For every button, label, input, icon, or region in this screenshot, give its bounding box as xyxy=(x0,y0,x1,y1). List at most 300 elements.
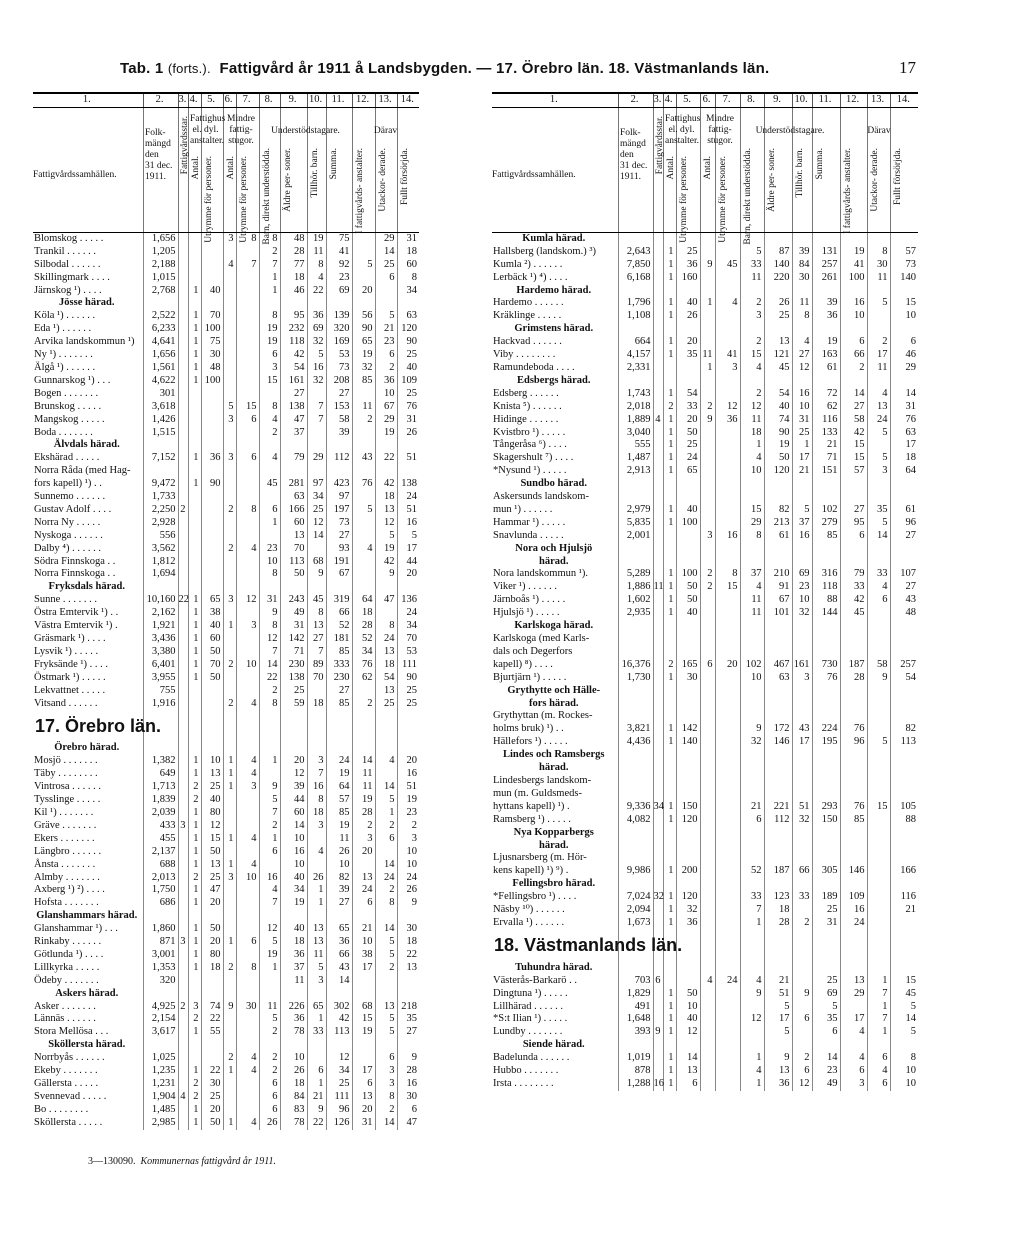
empty-cell xyxy=(143,910,178,923)
value-cell: 34 xyxy=(397,620,419,633)
empty-cell xyxy=(307,297,326,310)
value-cell: 2,013 xyxy=(143,872,178,885)
value-cell: 6 xyxy=(375,349,397,362)
value-cell: 21 xyxy=(352,923,375,936)
value-cell: 2,522 xyxy=(143,310,178,323)
value-cell xyxy=(178,568,188,581)
value-cell: 1,288 xyxy=(618,1078,653,1091)
value-cell xyxy=(653,672,663,685)
value-cell xyxy=(812,710,840,723)
value-cell: 3 xyxy=(307,755,326,768)
empty-cell xyxy=(223,439,236,452)
value-cell: 78 xyxy=(280,1117,307,1130)
value-cell: 191 xyxy=(326,556,352,569)
value-cell xyxy=(178,310,188,323)
empty-cell xyxy=(792,556,812,569)
empty-cell xyxy=(618,478,653,491)
value-cell: 1 xyxy=(188,310,201,323)
value-cell: 11 xyxy=(326,833,352,846)
table-row xyxy=(492,633,918,646)
value-cell: 76 xyxy=(397,401,419,414)
value-cell: 302 xyxy=(326,1001,352,1014)
value-cell: 14 xyxy=(890,1013,918,1026)
value-cell xyxy=(178,465,188,478)
section-row xyxy=(492,556,918,569)
value-cell: 3,380 xyxy=(143,646,178,659)
value-cell: 36 xyxy=(280,949,307,962)
value-cell: 7 xyxy=(236,259,259,272)
value-cell: 36 xyxy=(715,414,740,427)
empty-cell xyxy=(792,749,812,762)
empty-cell xyxy=(812,698,840,711)
value-cell: 686 xyxy=(143,897,178,910)
value-cell xyxy=(715,672,740,685)
value-cell: 40 xyxy=(280,923,307,936)
value-cell xyxy=(676,530,700,543)
value-cell xyxy=(201,1052,223,1065)
value-cell: 4,157 xyxy=(618,349,653,362)
header-name: Fattigvårdssamhällen. xyxy=(33,169,117,180)
value-cell xyxy=(236,568,259,581)
value-cell xyxy=(840,788,867,801)
value-cell: 3 xyxy=(259,362,280,375)
value-cell: 18 xyxy=(280,272,307,285)
value-cell: 40 xyxy=(764,401,792,414)
value-cell xyxy=(740,852,764,865)
column-divider xyxy=(178,108,179,232)
empty-cell xyxy=(867,698,890,711)
empty-cell xyxy=(236,988,259,1001)
empty-cell xyxy=(792,827,812,840)
municipality-name: Lillkyrka . . . . . xyxy=(34,961,100,973)
value-cell: 13 xyxy=(280,530,307,543)
table-row xyxy=(492,336,918,349)
section-row xyxy=(492,878,918,891)
table-row xyxy=(492,388,918,401)
value-cell: 10 xyxy=(740,672,764,685)
value-cell xyxy=(715,439,740,452)
value-cell: 47 xyxy=(201,884,223,897)
value-cell: 1 xyxy=(663,801,676,814)
value-cell xyxy=(178,884,188,897)
value-cell: 2 xyxy=(740,388,764,401)
value-cell: 88 xyxy=(812,594,840,607)
value-cell xyxy=(676,362,700,375)
value-cell: 9 xyxy=(397,897,419,910)
value-cell: 5 xyxy=(397,530,419,543)
value-cell xyxy=(223,491,236,504)
value-cell: 57 xyxy=(840,465,867,478)
municipality-name: Ervalla ¹) . . . . . . xyxy=(493,916,565,928)
value-cell: 12 xyxy=(307,517,326,530)
value-cell: 19 xyxy=(352,349,375,362)
value-cell: 21 xyxy=(375,323,397,336)
value-cell: 9 xyxy=(259,781,280,794)
value-cell xyxy=(307,685,326,698)
value-cell xyxy=(352,246,375,259)
header-population: 31 dec. xyxy=(145,160,173,171)
value-cell: 150 xyxy=(812,814,840,827)
empty-cell xyxy=(890,285,918,298)
empty-cell xyxy=(792,840,812,853)
value-cell: 6 xyxy=(840,530,867,543)
value-cell xyxy=(867,310,890,323)
municipality-name: Ljusnarsberg (m. Hör- xyxy=(493,852,587,864)
value-cell xyxy=(236,285,259,298)
municipality-name: Snavlunda . . . . . xyxy=(493,529,564,541)
section-row xyxy=(492,762,918,775)
municipality-name: Hidinge . . . . . . xyxy=(493,413,559,425)
value-cell: 5 xyxy=(223,401,236,414)
table-row xyxy=(33,633,419,646)
value-cell: 36 xyxy=(201,452,223,465)
table-row xyxy=(33,478,419,491)
municipality-name: hyttans kapell) ¹) . xyxy=(493,800,570,812)
value-cell: 6 xyxy=(375,272,397,285)
value-cell: 6 xyxy=(792,1013,812,1026)
value-cell: 8 xyxy=(236,233,259,246)
value-cell: 1 xyxy=(663,814,676,827)
table-row xyxy=(492,452,918,465)
municipality-name: Lännäs . . . . . . xyxy=(34,1013,96,1025)
table-row xyxy=(492,427,918,440)
value-cell: 74 xyxy=(201,1001,223,1014)
column-number: 10. xyxy=(792,93,812,107)
value-cell xyxy=(867,788,890,801)
value-cell: 2 xyxy=(223,659,236,672)
value-cell: 26 xyxy=(676,310,700,323)
value-cell: 43 xyxy=(890,594,918,607)
value-cell xyxy=(653,723,663,736)
table-row xyxy=(492,1052,918,1065)
value-cell: 4 xyxy=(740,362,764,375)
section-heading: Tuhundra härad. xyxy=(515,961,593,973)
value-cell: 1,205 xyxy=(143,246,178,259)
value-cell: 2 xyxy=(223,504,236,517)
value-cell: 16 xyxy=(259,872,280,885)
value-cell xyxy=(223,285,236,298)
value-cell: 64 xyxy=(890,465,918,478)
empty-cell xyxy=(676,878,700,891)
value-cell: 20 xyxy=(352,846,375,859)
section-row xyxy=(33,581,419,594)
value-cell: 69 xyxy=(812,988,840,1001)
value-cell: 31 xyxy=(890,401,918,414)
municipality-name: Sunne . . . . . . . xyxy=(34,594,97,606)
value-cell: 70 xyxy=(307,672,326,685)
table-row xyxy=(33,1117,419,1130)
value-cell xyxy=(715,891,740,904)
value-cell: 126 xyxy=(326,1117,352,1130)
value-cell: 30 xyxy=(201,1078,223,1091)
value-cell: 26 xyxy=(326,846,352,859)
value-cell: 45 xyxy=(307,594,326,607)
value-cell: 40 xyxy=(676,1013,700,1026)
empty-cell xyxy=(715,478,740,491)
value-cell: 69 xyxy=(307,323,326,336)
table-row xyxy=(492,988,918,1001)
value-cell: 16 xyxy=(792,388,812,401)
value-cell: 3 xyxy=(352,833,375,846)
value-cell xyxy=(201,246,223,259)
value-cell xyxy=(792,633,812,646)
footer xyxy=(88,1156,276,1167)
value-cell: 44 xyxy=(280,794,307,807)
empty-cell xyxy=(700,749,715,762)
value-cell: 26 xyxy=(397,427,419,440)
value-cell: 1 xyxy=(259,285,280,298)
empty-cell xyxy=(618,375,653,388)
municipality-name: Brunskog . . . . . xyxy=(34,400,102,412)
value-cell: 32 xyxy=(792,607,812,620)
value-cell xyxy=(223,362,236,375)
value-cell xyxy=(792,775,812,788)
value-cell xyxy=(700,310,715,323)
value-cell: 82 xyxy=(326,872,352,885)
value-cell: 4 xyxy=(236,859,259,872)
value-cell: 40 xyxy=(280,872,307,885)
value-cell: 1 xyxy=(188,897,201,910)
value-cell: 2 xyxy=(840,362,867,375)
value-cell: 1,796 xyxy=(618,297,653,310)
value-cell: 85 xyxy=(326,807,352,820)
value-cell xyxy=(700,594,715,607)
value-cell xyxy=(700,672,715,685)
empty-cell xyxy=(676,323,700,336)
empty-cell xyxy=(740,698,764,711)
value-cell: 62 xyxy=(352,672,375,685)
municipality-name: Knista ⁵) . . . . . . xyxy=(493,400,562,412)
value-cell xyxy=(352,530,375,543)
empty-cell xyxy=(653,285,663,298)
empty-cell xyxy=(223,988,236,1001)
municipality-name: Vitsand . . . . . . xyxy=(34,697,98,709)
section-row xyxy=(492,685,918,698)
value-cell xyxy=(867,904,890,917)
section-heading: Edsbergs härad. xyxy=(516,374,591,386)
value-cell: 1 xyxy=(663,272,676,285)
value-cell: 16 xyxy=(397,517,419,530)
table-row xyxy=(492,607,918,620)
section-row xyxy=(492,749,918,762)
value-cell: 60 xyxy=(201,633,223,646)
value-cell: 37 xyxy=(792,517,812,530)
empty-cell xyxy=(663,375,676,388)
section-row xyxy=(33,439,419,452)
municipality-name: Östra Emtervik ¹) . . xyxy=(34,607,119,619)
empty-cell xyxy=(375,1039,397,1052)
value-cell: 118 xyxy=(280,336,307,349)
value-cell: 10 xyxy=(890,1065,918,1078)
value-cell xyxy=(236,530,259,543)
empty-cell xyxy=(663,685,676,698)
column-number: 3. xyxy=(653,93,663,107)
value-cell: 5 xyxy=(375,1013,397,1026)
empty-cell xyxy=(188,1039,201,1052)
value-cell xyxy=(178,1117,188,1130)
value-cell: 136 xyxy=(397,594,419,607)
municipality-name: Dalby ⁴) . . . . . . xyxy=(34,542,101,554)
value-cell xyxy=(700,788,715,801)
empty-cell xyxy=(280,581,307,594)
value-cell xyxy=(223,672,236,685)
value-cell: 187 xyxy=(764,865,792,878)
value-cell: 1 xyxy=(188,833,201,846)
value-cell: 1,743 xyxy=(618,388,653,401)
empty-cell xyxy=(223,1039,236,1052)
empty-cell xyxy=(715,685,740,698)
value-cell: 2 xyxy=(259,1065,280,1078)
value-cell xyxy=(715,710,740,723)
value-cell: 1,812 xyxy=(143,556,178,569)
value-cell: 85 xyxy=(326,698,352,711)
value-cell xyxy=(663,530,676,543)
value-cell xyxy=(676,491,700,504)
table-row xyxy=(33,820,419,833)
county-heading: 18. Västmanlands län. xyxy=(494,935,683,956)
value-cell: 66 xyxy=(840,349,867,362)
empty-cell xyxy=(653,1039,663,1052)
value-cell: 6 xyxy=(352,1078,375,1091)
empty-cell xyxy=(188,297,201,310)
empty-cell xyxy=(280,910,307,923)
empty-cell xyxy=(812,233,840,246)
value-cell xyxy=(700,607,715,620)
header-col6: Antal. xyxy=(226,155,236,180)
value-cell: 27 xyxy=(326,388,352,401)
value-cell: 2,935 xyxy=(618,607,653,620)
value-cell: 9,986 xyxy=(618,865,653,878)
empty-cell xyxy=(676,285,700,298)
value-cell xyxy=(259,975,280,988)
value-cell xyxy=(352,272,375,285)
value-cell: 6 xyxy=(867,594,890,607)
value-cell xyxy=(236,1078,259,1091)
value-cell xyxy=(653,568,663,581)
county-heading-row xyxy=(33,710,419,742)
value-cell: 36 xyxy=(676,917,700,930)
value-cell: 871 xyxy=(143,936,178,949)
table-row xyxy=(492,362,918,375)
value-cell xyxy=(236,388,259,401)
value-cell: 23 xyxy=(397,807,419,820)
value-cell xyxy=(178,781,188,794)
value-cell: 28 xyxy=(397,1065,419,1078)
value-cell: 195 xyxy=(812,736,840,749)
value-cell: 17 xyxy=(840,1013,867,1026)
table-row xyxy=(33,504,419,517)
value-cell: 28 xyxy=(840,672,867,685)
municipality-name: Mangskog . . . . . xyxy=(34,413,105,425)
value-cell: 50 xyxy=(280,568,307,581)
value-cell: 64 xyxy=(326,781,352,794)
value-cell xyxy=(236,465,259,478)
value-cell: 1 xyxy=(188,923,201,936)
value-cell xyxy=(792,491,812,504)
value-cell: 10 xyxy=(397,846,419,859)
column-number: 10. xyxy=(307,93,326,107)
value-cell xyxy=(178,807,188,820)
value-cell: 32 xyxy=(307,336,326,349)
empty-cell xyxy=(352,581,375,594)
empty-cell xyxy=(201,988,223,1001)
value-cell: 7 xyxy=(740,904,764,917)
value-cell xyxy=(178,336,188,349)
value-cell: 45 xyxy=(840,607,867,620)
value-cell xyxy=(653,865,663,878)
table-row xyxy=(33,530,419,543)
value-cell xyxy=(653,362,663,375)
value-cell: 2,979 xyxy=(618,504,653,517)
value-cell: 97 xyxy=(326,491,352,504)
value-cell: 3,001 xyxy=(143,949,178,962)
value-cell: 1 xyxy=(700,362,715,375)
value-cell xyxy=(653,736,663,749)
header-population: 1911. xyxy=(145,171,167,182)
value-cell: 8 xyxy=(259,568,280,581)
value-cell xyxy=(663,633,676,646)
value-cell: 30 xyxy=(397,923,419,936)
value-cell: 25 xyxy=(676,439,700,452)
municipality-name: Lundby . . . . . . . xyxy=(493,1026,563,1038)
value-cell xyxy=(236,884,259,897)
value-cell xyxy=(178,543,188,556)
value-cell: 9 xyxy=(223,1001,236,1014)
value-cell: 6 xyxy=(653,975,663,988)
empty-cell xyxy=(676,698,700,711)
section-heading: Nora och Hjulsjö xyxy=(515,542,593,554)
empty-cell xyxy=(715,375,740,388)
footer-number: 3—130090. xyxy=(88,1156,136,1167)
value-cell: 39 xyxy=(326,884,352,897)
value-cell: 163 xyxy=(812,349,840,362)
value-cell: 111 xyxy=(326,1091,352,1104)
value-cell xyxy=(178,859,188,872)
value-cell xyxy=(700,246,715,259)
empty-cell xyxy=(812,749,840,762)
value-cell: 224 xyxy=(812,723,840,736)
value-cell: 27 xyxy=(840,401,867,414)
page-number: 17 xyxy=(899,58,916,77)
value-cell: 1 xyxy=(663,988,676,1001)
value-cell: 2 xyxy=(352,698,375,711)
value-cell xyxy=(223,646,236,659)
value-cell xyxy=(653,310,663,323)
value-cell: 2 xyxy=(223,543,236,556)
value-cell: 1 xyxy=(223,755,236,768)
value-cell: 18 xyxy=(740,427,764,440)
value-cell xyxy=(715,246,740,259)
empty-cell xyxy=(890,478,918,491)
value-cell: 48 xyxy=(890,607,918,620)
value-cell: 14 xyxy=(352,755,375,768)
value-cell xyxy=(740,775,764,788)
value-cell: 305 xyxy=(812,865,840,878)
section-heading: Fellingsbro härad. xyxy=(512,878,596,890)
value-cell: 13 xyxy=(307,936,326,949)
value-cell: 2 xyxy=(375,820,397,833)
value-cell xyxy=(812,491,840,504)
empty-cell xyxy=(618,323,653,336)
value-cell: 33 xyxy=(792,891,812,904)
value-cell xyxy=(352,388,375,401)
value-cell: 24 xyxy=(326,755,352,768)
value-cell xyxy=(223,388,236,401)
municipality-name: Svennevad . . . . . xyxy=(34,1090,107,1102)
value-cell xyxy=(618,852,653,865)
value-cell: 1 xyxy=(663,594,676,607)
empty-cell xyxy=(352,710,375,742)
